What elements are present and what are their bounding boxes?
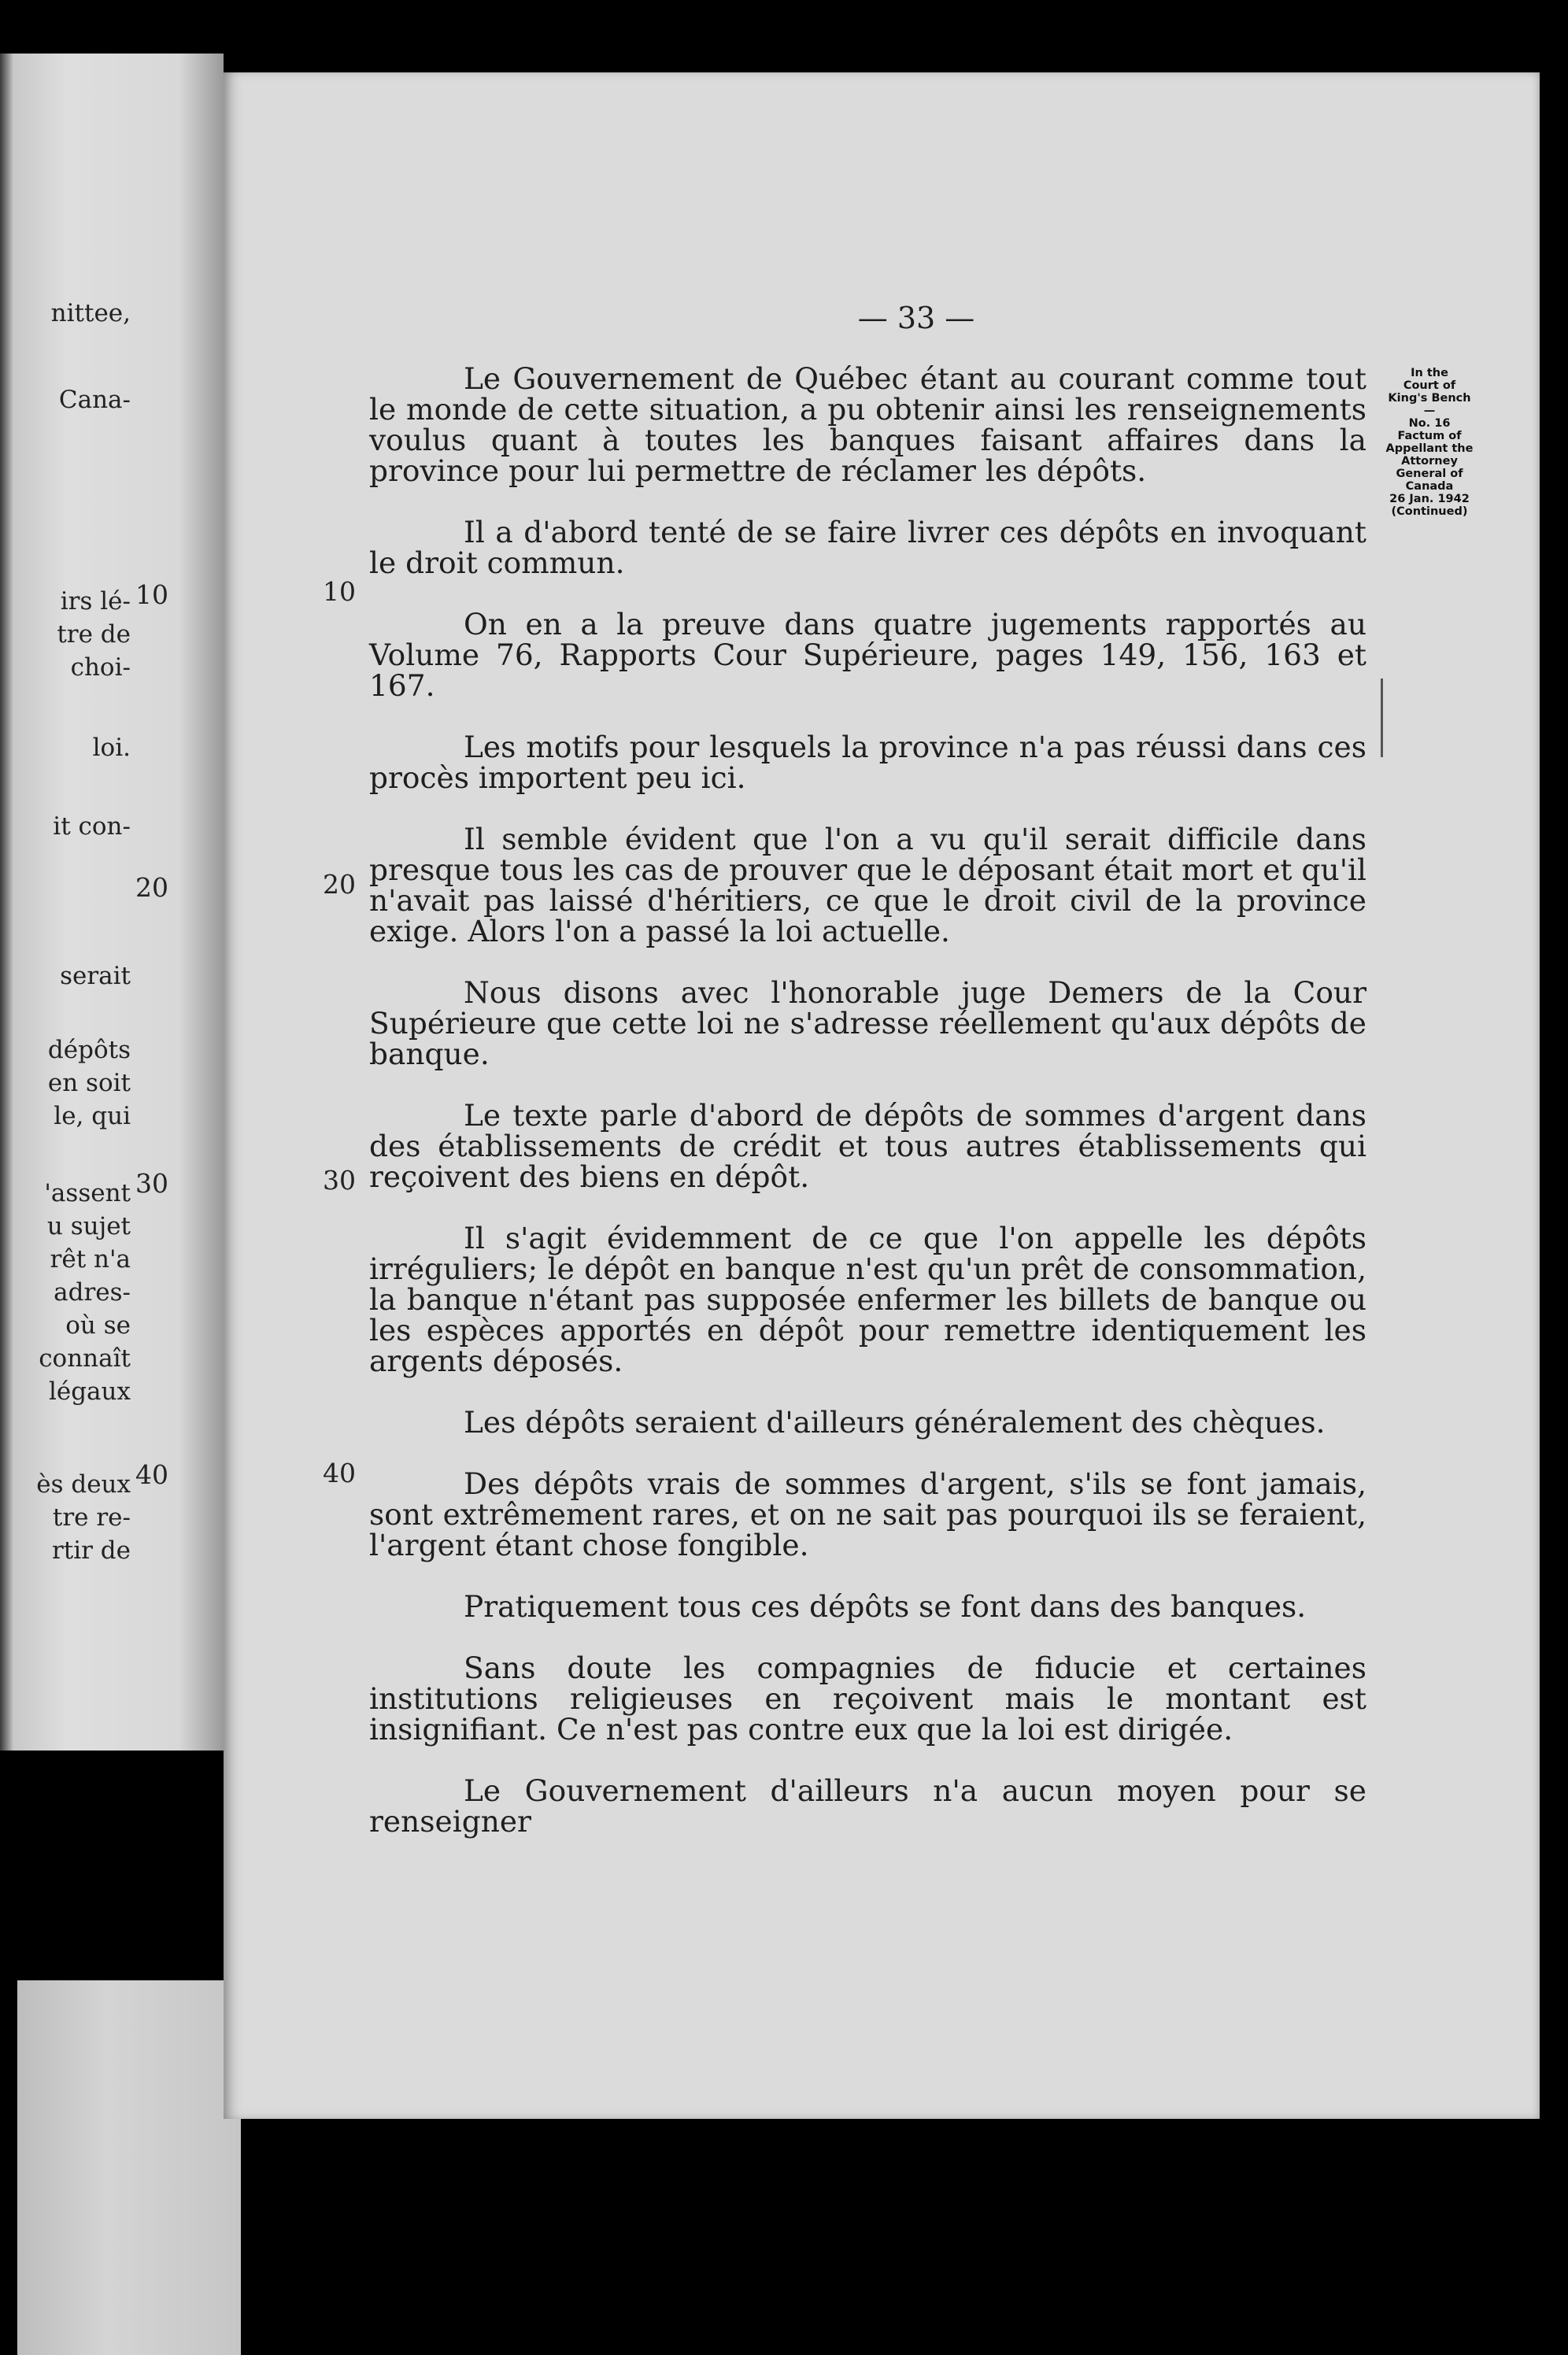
- line-number-10: 10: [323, 576, 356, 607]
- left-page-fragment: 'assent: [44, 1179, 131, 1207]
- paragraph: Il a d'abord tenté de se faire livrer ces dépôts en invoquant le droit commun.: [369, 515, 1366, 580]
- sidenote-divider: —: [1423, 405, 1436, 417]
- paragraph: Il semble évident que l'on a vu qu'il serait difficile dans presque tous les cas de prouver que le déposant était mort et qu'il n'avait pas laissé d'héritiers, ce que le droit civil de la province exige. Alors l'on a passé la loi actuelle.: [369, 822, 1366, 948]
- case-sidenote: [1362, 367, 1497, 518]
- left-page-fragment: u sujet: [46, 1212, 131, 1240]
- sidenote-line: In the: [1411, 367, 1448, 379]
- left-page-lower-scrap: [17, 1980, 241, 2355]
- left-page-fragment: connaît: [39, 1344, 131, 1373]
- left-line-number-30: 30: [135, 1168, 168, 1199]
- left-page-fragment: rtir de: [51, 1536, 131, 1565]
- left-page-fragment: nittee,: [50, 299, 131, 327]
- sidenote-line: Court of: [1403, 379, 1456, 392]
- sidenote-line: 26 Jan. 1942: [1389, 493, 1470, 505]
- sidenote-line: Canada: [1405, 480, 1454, 493]
- sidenote-line: No. 16: [1408, 417, 1451, 430]
- line-number-20: 20: [323, 869, 356, 900]
- left-page-strip: [0, 54, 224, 1751]
- paragraph: Les motifs pour lesquels la province n'a pas réussi dans ces procès importent peu ici.: [369, 730, 1366, 795]
- left-page-fragment: en soit: [47, 1069, 131, 1097]
- left-page-fragment: adres-: [54, 1278, 131, 1307]
- paragraph: Le Gouvernement d'ailleurs n'a aucun moyen pour se renseigner: [369, 1773, 1366, 1839]
- left-page-fragment: tre re-: [52, 1503, 131, 1532]
- paragraph: Le Gouvernement de Québec étant au courant comme tout le monde de cette situation, a pu obtenir ainsi les renseignements voulus quant à toutes les banques faisant affaires dans la province pour lui permettre de réclamer les dépôts.: [369, 361, 1366, 488]
- margin-pencil-mark: [1381, 678, 1383, 757]
- left-page-fragment: loi.: [92, 734, 131, 762]
- paragraph: Pratiquement tous ces dépôts se font dans des banques.: [464, 1589, 1307, 1624]
- sidenote-line: King's Bench: [1388, 392, 1471, 405]
- left-page-fragment: choi-: [70, 653, 131, 682]
- paragraph: Les dépôts seraient d'ailleurs généralement des chèques.: [464, 1405, 1326, 1440]
- left-page-fragment: légaux: [48, 1377, 131, 1406]
- left-line-number-40: 40: [135, 1459, 168, 1490]
- left-page-fragment: ès deux: [36, 1470, 131, 1499]
- left-page-fragment: it con-: [53, 812, 131, 841]
- left-page-fragment: dépôts: [47, 1036, 131, 1064]
- document-page: [224, 72, 1540, 2119]
- sidenote-line: Attorney: [1401, 455, 1458, 468]
- paragraph: Des dépôts vrais de sommes d'argent, s'ils se font jamais, sont extrêmement rares, et on ne sait pas pourquoi ils se feraient, l'argent étant chose fongible.: [369, 1466, 1366, 1562]
- sidenote-line: Appellant the: [1385, 442, 1474, 455]
- paragraph: On en a la preuve dans quatre jugements rapportés au Volume 76, Rapports Cour Supérieure, pages 149, 156, 163 et 167.: [369, 607, 1366, 703]
- left-page-fragment: où se: [65, 1311, 131, 1340]
- paragraph: Le texte parle d'abord de dépôts de sommes d'argent dans des établissements de crédit et tous autres établissements qui reçoivent des biens en dépôt.: [369, 1098, 1366, 1194]
- line-number-30: 30: [323, 1165, 356, 1196]
- left-line-number-20: 20: [135, 872, 168, 903]
- left-line-number-10: 10: [135, 579, 168, 610]
- paragraph: Sans doute les compagnies de fiducie et certaines institutions religieuses en reçoivent mais le montant est insignifiant. Ce n'est pas contre eux que la loi est dirigée.: [369, 1651, 1366, 1747]
- paragraph: Il s'agit évidemment de ce que l'on appelle les dépôts irréguliers; le dépôt en banque n'est qu'un prêt de consommation, la banque n'étant pas supposée enfermer les billets de banque ou les espèces apportés en dépôt pour remettre identiquement les argents déposés.: [369, 1221, 1366, 1378]
- left-page-fragment: le, qui: [54, 1102, 131, 1130]
- page-number: — 33 —: [857, 301, 975, 335]
- sidenote-line: General of: [1396, 468, 1463, 480]
- body-text: [369, 361, 1366, 1868]
- left-page-fragment: tre de: [57, 620, 131, 649]
- left-page-fragment: Cana-: [58, 386, 131, 414]
- left-page-fragment: serait: [60, 962, 131, 990]
- left-page-fragment: irs lé-: [60, 587, 131, 616]
- sidenote-line: (Continued): [1391, 505, 1468, 518]
- line-number-40: 40: [323, 1458, 356, 1488]
- paragraph: Nous disons avec l'honorable juge Demers de la Cour Supérieure que cette loi ne s'adresse réellement qu'aux dépôts de banque.: [369, 975, 1366, 1071]
- sidenote-line: Factum of: [1397, 430, 1462, 442]
- left-page-fragment: rêt n'a: [50, 1245, 131, 1274]
